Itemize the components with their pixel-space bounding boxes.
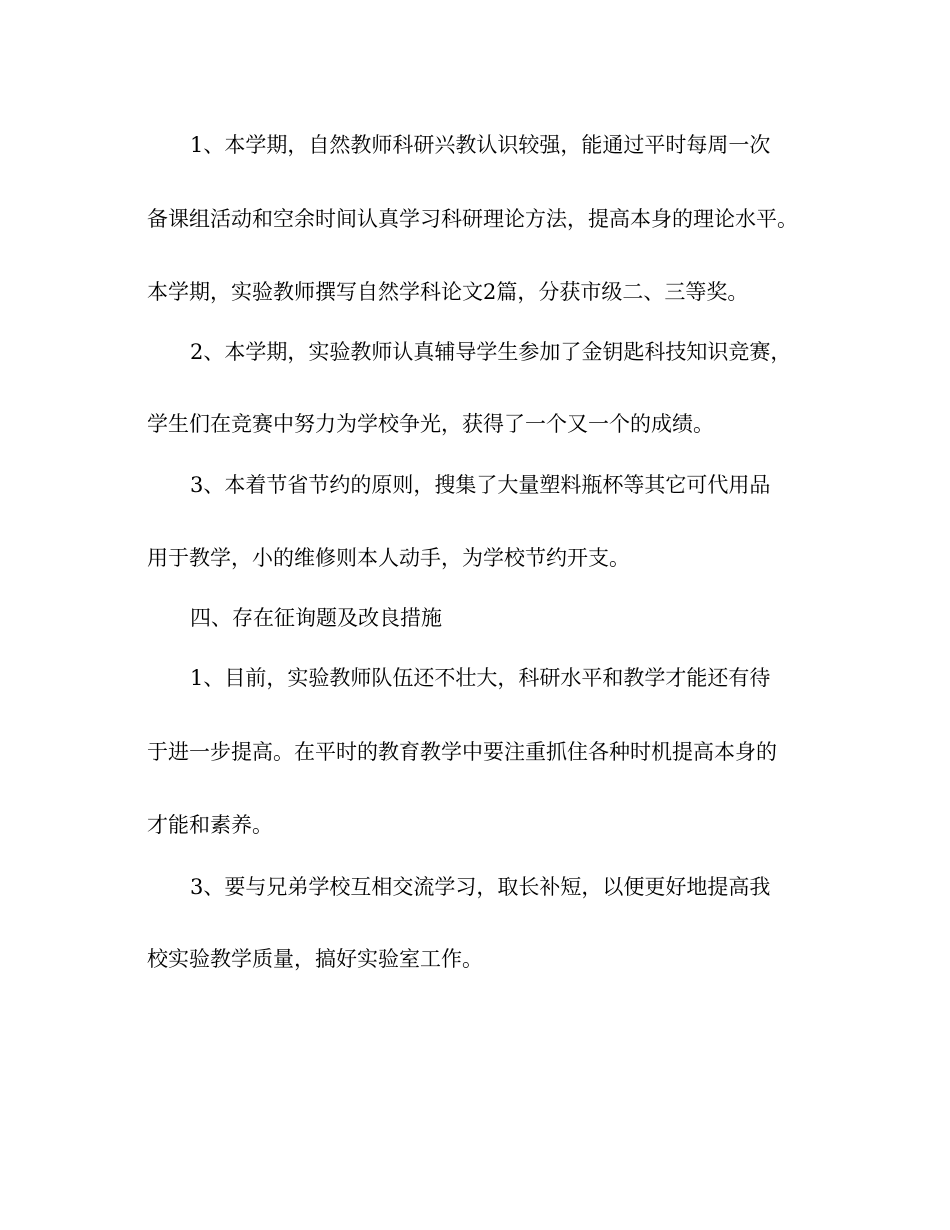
paragraph-4-line-2: 于进一步提高。在平时的教育教学中要注重抓住各种时机提高本身的	[147, 740, 777, 764]
paragraph-4-line-3: 才能和素养。	[147, 813, 273, 837]
paragraph-3-line-2: 用于教学，小的维修则本人动手，为学校节约开支。	[147, 546, 630, 570]
paragraph-2-line-1: 2、本学期，实验教师认真辅导学生参加了金钥匙科技知识竞赛，	[190, 340, 792, 364]
section-heading: 四、存在征询题及改良措施	[190, 606, 442, 630]
paragraph-1-line-1: 1、本学期，自然教师科研兴教认识较强，能通过平时每周一次	[190, 133, 771, 157]
paragraph-3-line-1: 3、本着节省节约的原则，搜集了大量塑料瓶杯等其它可代用品	[190, 473, 771, 497]
paragraph-2-line-2: 学生们在竞赛中努力为学校争光，获得了一个又一个的成绩。	[147, 412, 714, 436]
paragraph-5-line-2: 校实验教学质量，搞好实验室工作。	[147, 947, 483, 971]
paragraph-4-line-1: 1、目前，实验教师队伍还不壮大，科研水平和教学才能还有待	[190, 666, 771, 690]
paragraph-5-line-1: 3、要与兄弟学校互相交流学习，取长补短，以便更好地提高我	[190, 875, 771, 899]
paragraph-1-line-3: 本学期，实验教师撰写自然学科论文2篇，分获市级二、三等奖。	[147, 280, 749, 304]
paragraph-1-line-2: 备课组活动和空余时间认真学习科研理论方法，提高本身的理论水平。	[147, 207, 798, 231]
